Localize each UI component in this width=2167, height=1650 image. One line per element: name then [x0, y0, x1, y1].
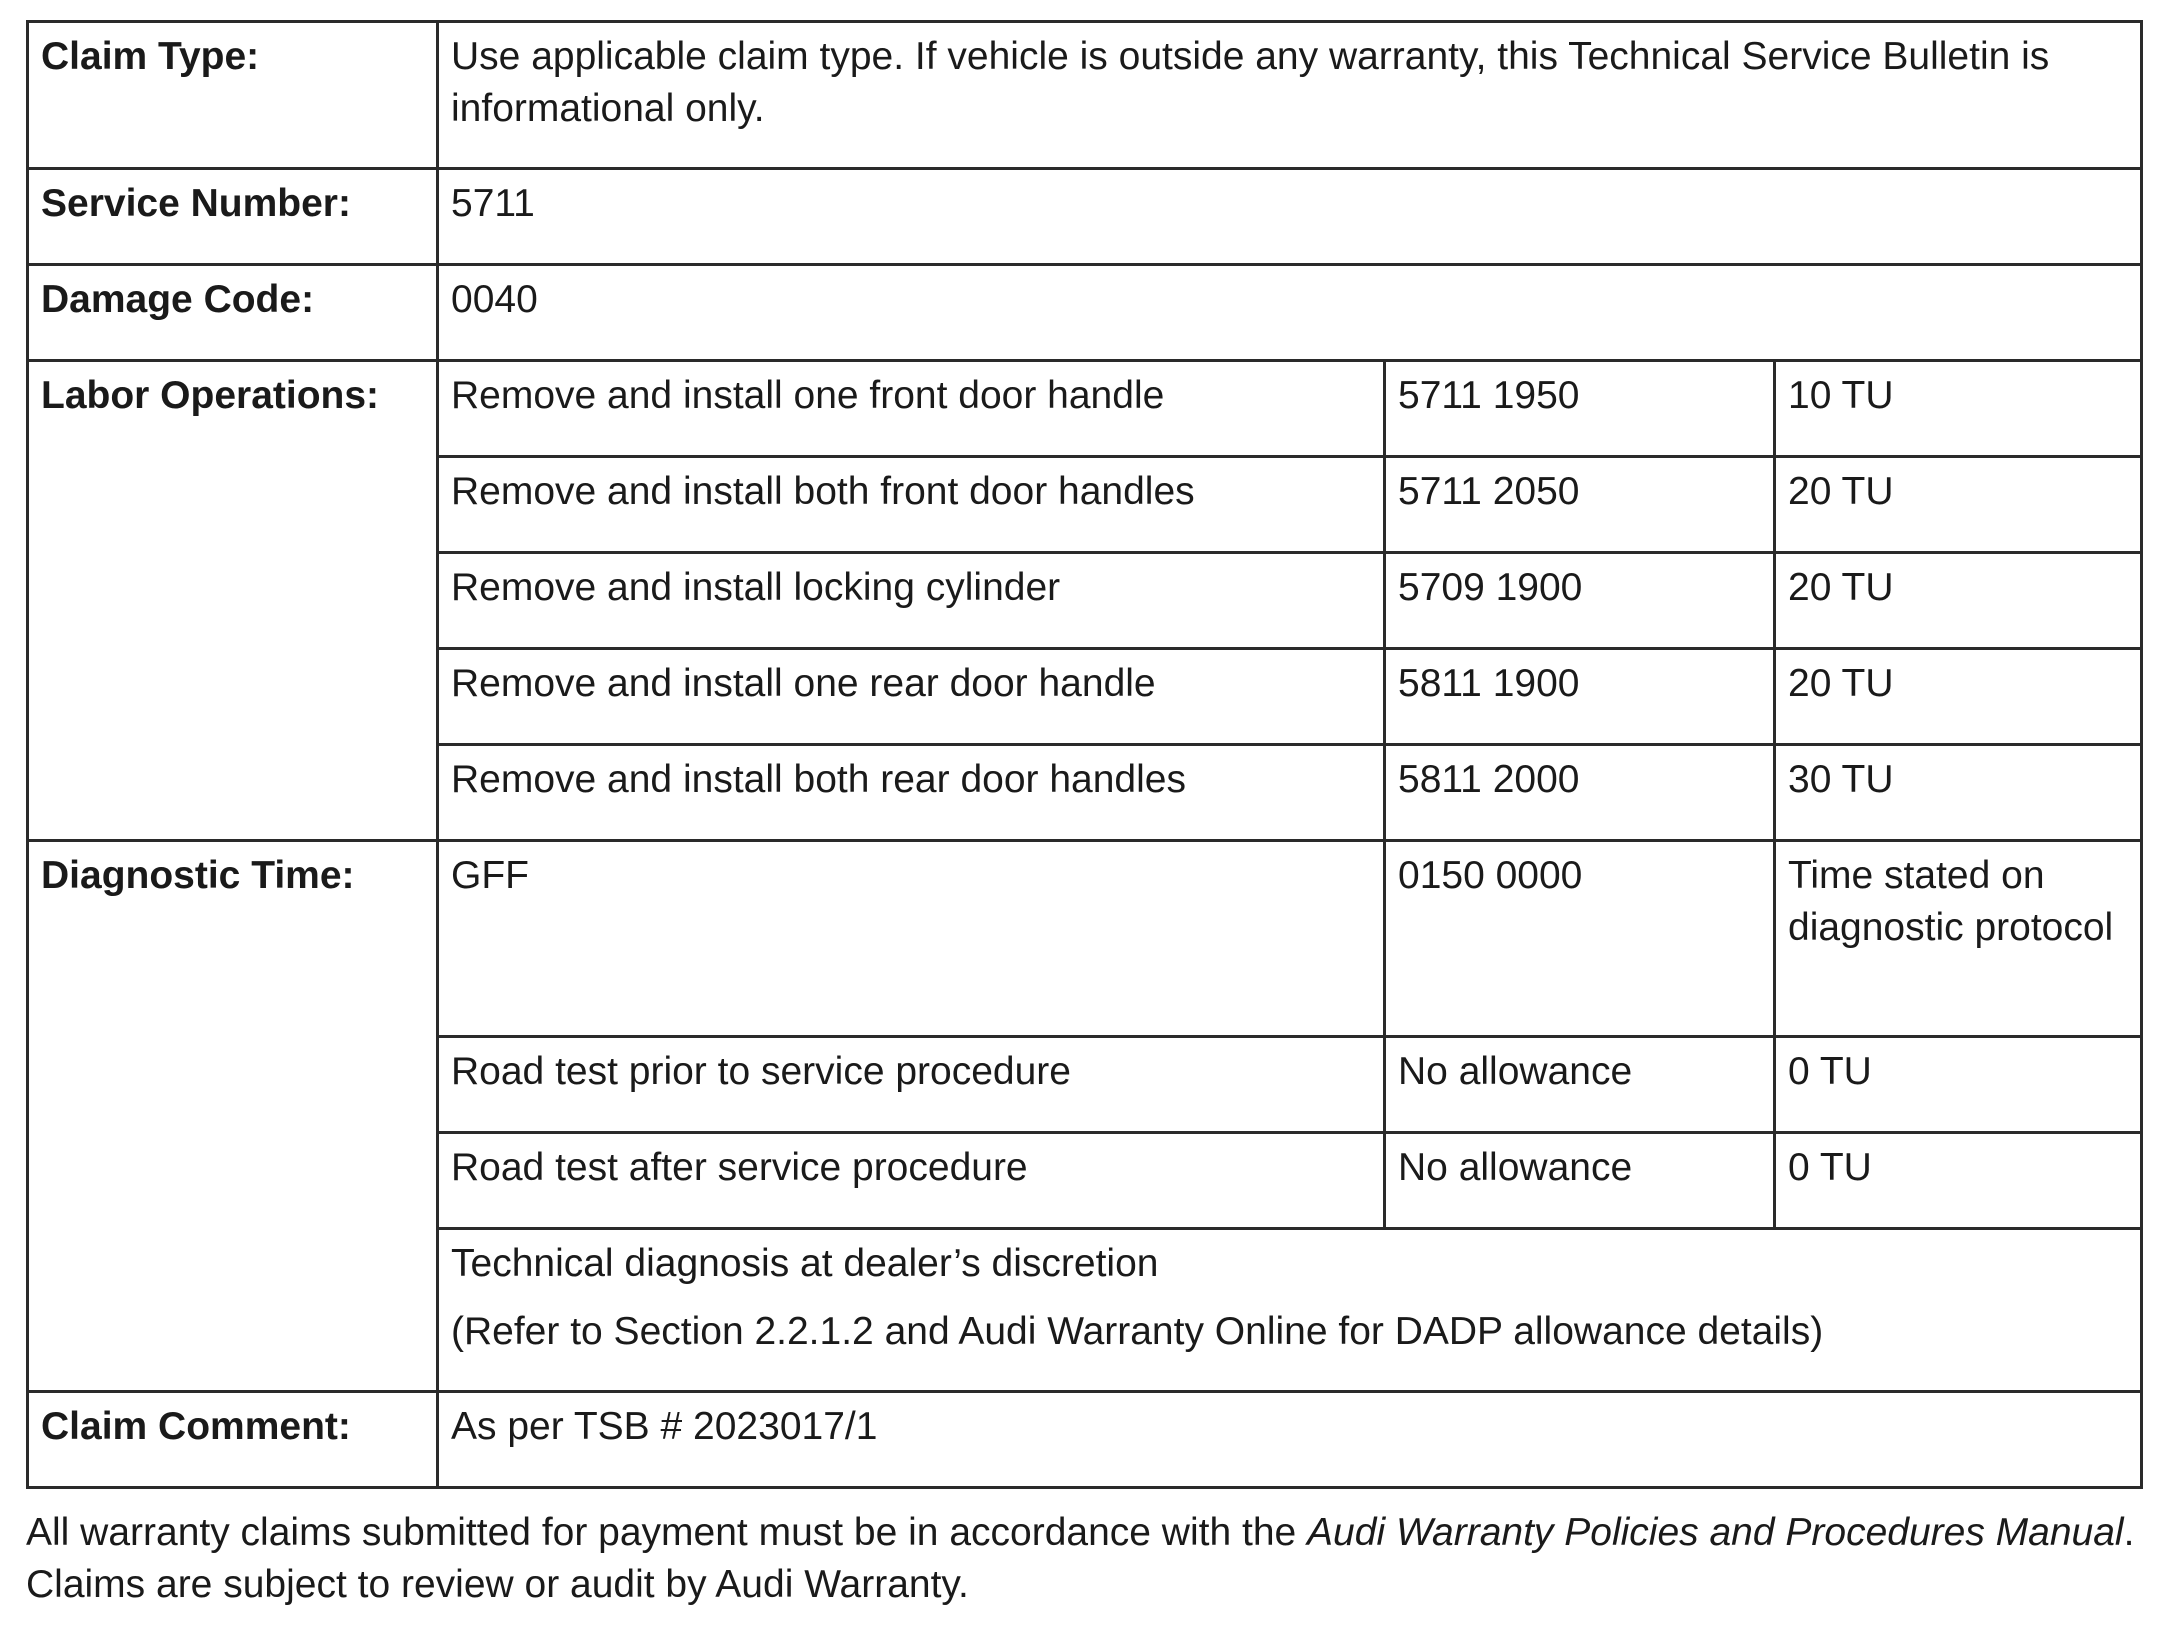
diagnostic-code: 0150 0000	[1385, 841, 1775, 1037]
damage-code-label: Damage Code:	[28, 265, 438, 361]
labor-operation-code: 5711 2050	[1385, 457, 1775, 553]
labor-operation-code: 5711 1950	[1385, 361, 1775, 457]
service-number-row	[28, 169, 2142, 265]
claim-type-value: Use applicable claim type. If vehicle is outside any warranty, this Technical Service Bulletin is informational only.	[438, 22, 2142, 169]
diagnostic-code: No allowance	[1385, 1037, 1775, 1133]
diagnostic-code: No allowance	[1385, 1133, 1775, 1229]
claim-comment-row	[28, 1392, 2142, 1488]
labor-operation-time: 20 TU	[1775, 457, 2142, 553]
technical-diagnosis-note	[438, 1229, 2142, 1392]
labor-operation-code: 5811 1900	[1385, 649, 1775, 745]
diagnostic-description: Road test after service procedure	[438, 1133, 1385, 1229]
labor-operation-row	[28, 361, 2142, 457]
labor-operation-description: Remove and install both front door handles	[438, 457, 1385, 553]
damage-code-value: 0040	[438, 265, 2142, 361]
labor-operation-time: 20 TU	[1775, 553, 2142, 649]
labor-operation-time: 30 TU	[1775, 745, 2142, 841]
claim-type-row	[28, 22, 2142, 169]
diagnostic-row	[28, 841, 2142, 1037]
claim-info-table	[26, 20, 2143, 1489]
warranty-claim-document	[26, 20, 2140, 1650]
service-number-label: Service Number:	[28, 169, 438, 265]
labor-operation-code: 5811 2000	[1385, 745, 1775, 841]
warranty-footnote	[26, 1507, 2140, 1611]
labor-operation-code: 5709 1900	[1385, 553, 1775, 649]
claim-comment-label: Claim Comment:	[28, 1392, 438, 1488]
diagnostic-time: Time stated on diagnostic protocol	[1775, 841, 2142, 1037]
labor-operation-time: 10 TU	[1775, 361, 2142, 457]
claim-type-label: Claim Type:	[28, 22, 438, 169]
diagnostic-description: GFF	[438, 841, 1385, 1037]
service-number-value: 5711	[438, 169, 2142, 265]
footnote-text-after: . Claims are subject to review or audit by Audi Warranty.	[26, 1511, 2135, 1606]
diagnostic-time: 0 TU	[1775, 1037, 2142, 1133]
technical-diagnosis-text: Technical diagnosis at dealer’s discretion	[451, 1242, 1159, 1285]
labor-operation-description: Remove and install one rear door handle	[438, 649, 1385, 745]
labor-operation-description: Remove and install both rear door handles	[438, 745, 1385, 841]
diagnostic-description: Road test prior to service procedure	[438, 1037, 1385, 1133]
labor-operations-label: Labor Operations:	[28, 361, 438, 841]
labor-operation-description: Remove and install one front door handle	[438, 361, 1385, 457]
claim-comment-value: As per TSB # 2023017/1	[438, 1392, 2142, 1488]
footnote-text-before: All warranty claims submitted for payment must be in accordance with the	[26, 1511, 1308, 1554]
warranty-manual-title: Audi Warranty Policies and Procedures Manual	[1307, 1511, 2124, 1554]
damage-code-row	[28, 265, 2142, 361]
dadp-reference-text: (Refer to Section 2.2.1.2 and Audi Warranty Online for DADP allowance details)	[451, 1310, 1824, 1353]
diagnostic-time: 0 TU	[1775, 1133, 2142, 1229]
diagnostic-time-label: Diagnostic Time:	[28, 841, 438, 1392]
labor-operation-time: 20 TU	[1775, 649, 2142, 745]
labor-operation-description: Remove and install locking cylinder	[438, 553, 1385, 649]
